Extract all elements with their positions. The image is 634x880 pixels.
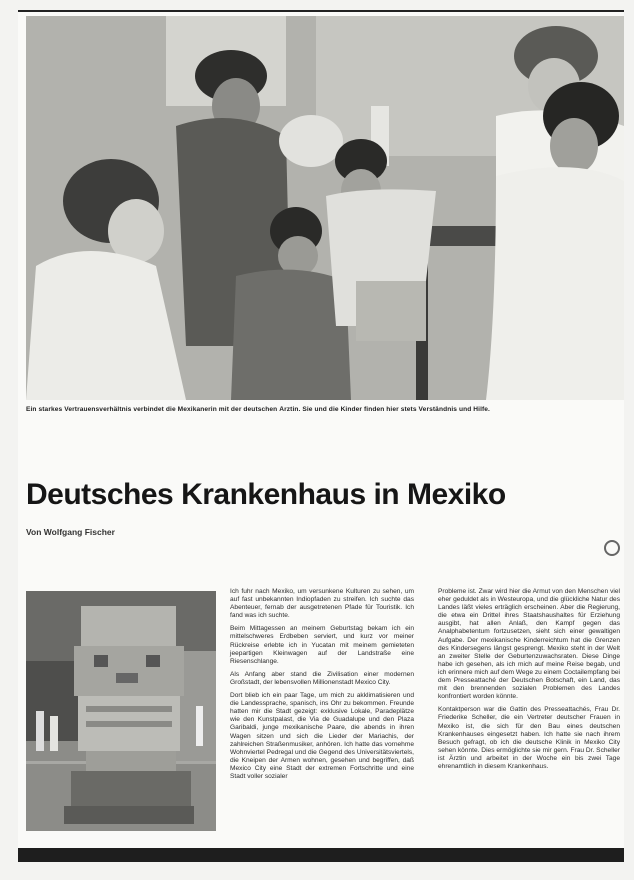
article-column-1: [230, 588, 414, 786]
bottom-scan-edge: [18, 848, 624, 862]
paragraph: Beim Mittagessen an meinem Geburtstag bekam ich ein mittelschweres Erdbeben serviert, und kurz vor meiner Rückreise erlebte ich in Yucatan mit meinem gemieteten jeepartigen Kleinwagen auf der Landstraße eine Riesenschlange.: [230, 625, 414, 665]
article-byline: Von Wolfgang Fischer: [26, 527, 115, 537]
paragraph: Kontaktperson war die Gattin des Presseattachés, Frau Dr. Friederike Scheller, die ein Vertreter deutscher Frauen in Mexiko ist, die sich für den Bau eines deutschen Krankenhauses eingesetzt haben. Ich hatte sie nach ihrem Besuch gefragt, ob ich die deutsche Klinik in Mexiko City sehen könnte. Dies ermöglichte sie mir gern. Frau Dr. Scheller ist Ärztin und arbeitet in der Woche ein bis zwei Tage ehrenamtlich in diesem Krankenhaus.: [438, 706, 620, 770]
paragraph: Als Anfang aber stand die Zivilisation einer modernen Großstadt, der lebensvollen Millionenstadt Mexico City.: [230, 670, 414, 686]
paragraph: Dort blieb ich ein paar Tage, um mich zu akklimatisieren und die Landessprache, spanisch, ins Ohr zu bekommen. Freunde hatten mir die Stadt gezeigt: exklusive Lokale, Paradeplätze wie den Kunstpalast, die Via de Guadalupe und den Plaza Garibaldi, junge mexikanische Paare, die abends in ihren Wagen sitzen und sich die Lieder der Mariachis, der zahlreichen Straßenmusiker, anhören. Ich hatte das vornehme Wohnviertel Pedregal und die Gegend des Universitätsviertels, die Kneipen der Armen wohnen, gesehen und begriffen, daß Mexico City eine Stadt der extremen Fortschritte und eine Stadt voller sozialer: [230, 692, 414, 780]
top-rule: [18, 10, 624, 12]
photo-caption: Ein starkes Vertrauensverhältnis verbindet die Mexikanerin mit der deutschen Ärztin. Sie und die Kinder finden hier stets Verständnis und Hilfe.: [26, 406, 490, 413]
punch-hole-icon: [604, 540, 620, 556]
photo-stone-sculpture: [26, 591, 216, 831]
paragraph: Ich fuhr nach Mexiko, um versunkene Kulturen zu sehen, um auf fast unbekannten Indiopfaden zu streifen. Ich suchte das Abenteuer, fernab der ausgetretenen Pfade für Touristik. Ich fand was ich suchte.: [230, 588, 414, 620]
article-title: Deutsches Krankenhaus in Mexiko: [26, 478, 506, 511]
photo-doctor-with-mexican-family: [26, 16, 624, 400]
article-column-2: [438, 588, 620, 776]
magazine-page: [18, 10, 624, 860]
paragraph: Probleme ist. Zwar wird hier die Armut von den Menschen viel eher geduldet als in Westeuropa, und die glückliche Natur des Landes läßt vieles erträglich erscheinen. Aber die Regierung, die etwa ein Drittel ihres Staatshaushaltes für Erziehung ausgibt, hat allen Anlaß, den Kampf gegen das Analphabetentum fortzusetzen, sieht sich einer gewaltigen Aufgabe. Der mexikanische Kinderreichtum hat die Grenzen des Kindersegens längst gesprengt. Mexiko steht in der Welt an zweiter Stelle der Geburtenzuwachsraten. Diese Dinge habe ich gesehen, als ich mich auf meine Reise begab, und ich erinnere mich auf dem Wege zu einem Coctailempfang bei dem Presseattaché der Deutschen Botschaft, ein Land, das mit den brennenden sozialen Problemen des Landes konfrontiert worden könnte.: [438, 588, 620, 701]
